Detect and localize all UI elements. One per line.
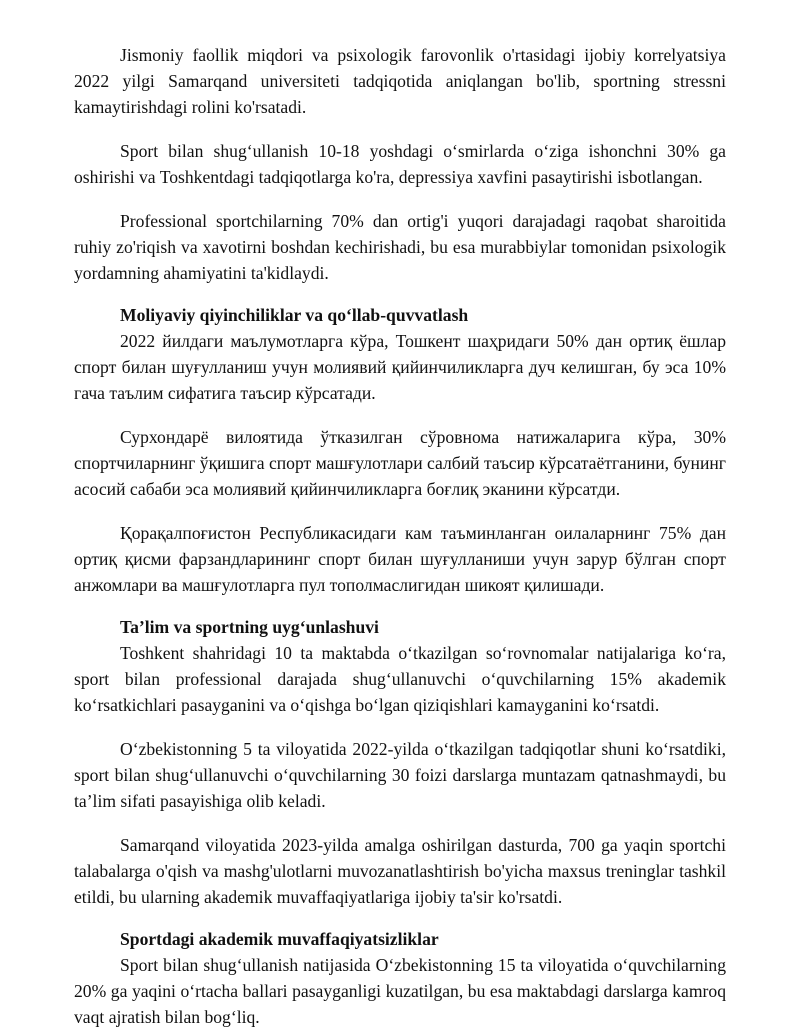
paragraph: Jismoniy faollik miqdori va psixologik farovonlik o'rtasidagi ijobiy korrelyatsiya 2022 yilgi Samarqand universiteti tadqiqotida aniqlangan bo'lib, sportning stressni kamaytirishdagi rolini ko'rsatadi.: [74, 45, 726, 117]
section-heading: Sportdagi akademik muvaffaqiyatsizliklar: [120, 929, 439, 949]
paragraph: Sport bilan shug‘ullanish natijasida O‘zbekistonning 15 ta viloyatida o‘quvchilarning 20% ga yaqini o‘rtacha ballari pasayganligi kuzatilgan, bu esa maktabdagi darslarga kamroq vaqt ajratish bilan bog‘liq.: [74, 955, 726, 1027]
paragraph: O‘zbekistonning 5 ta viloyatida 2022-yilda o‘tkazilgan tadqiqotlar shuni ko‘rsatdiki, sport bilan shug‘ullanuvchi o‘quvchilarning 30 foizi darslarga muntazam qatnashmaydi, bu ta’lim sifati pasayishiga olib keladi.: [74, 739, 726, 811]
section-heading: Moliyaviy qiyinchiliklar va qo‘llab-quvvatlash: [120, 305, 469, 325]
paragraph: Қорақалпоғистон Республикасидаги кам таъминланган оилаларнинг 75% дан ортиқ қисми фарзандларининг спорт билан шуғулланиши учун зарур бўлган спорт анжомлари ва машғулотларга пул тополмаслигидан шикоят қилишади.: [74, 523, 726, 595]
paragraph: Samarqand viloyatida 2023-yilda amalga oshirilgan dasturda, 700 ga yaqin sportchi talabalarga o'qish va mashg'ulotlarni muvozanatlashtirish bo'yicha maxsus treninglar tashkil etildi, bu ularning akademik muvaffaqiyatlariga ijobiy ta'sir ko'rsatdi.: [74, 835, 726, 907]
section-heading: Ta’lim va sportning uyg‘unlashuvi: [120, 617, 379, 637]
paragraph: Сурхондарё вилоятида ўтказилган сўровнома натижаларига кўра, 30% спортчиларнинг ўқишига спорт машғулотлари салбий таъсир кўрсатаётганини, бунинг асосий сабаби эса молиявий қийинчиликларга боғлиқ эканини кўрсатди.: [74, 427, 726, 499]
paragraph: Professional sportchilarning 70% dan ortig'i yuqori darajadagi raqobat sharoitida ruhiy zo'riqish va xavotirni boshdan kechirishadi, bu esa murabbiylar tomonidan psixologik yordamning ahamiyatini ta'kidlaydi.: [74, 211, 726, 283]
paragraph: 2022 йилдаги маълумотларга кўра, Тошкент шаҳридаги 50% дан ортиқ ёшлар спорт билан шуғулланиш учун молиявий қийинчиликларга дуч келишган, бу эса 10% гача таълим сифатига таъсир кўрсатади.: [74, 331, 726, 403]
document-page: [74, 42, 726, 1030]
paragraph: Sport bilan shug‘ullanish 10-18 yoshdagi o‘smirlarda o‘ziga ishonchni 30% ga oshirishi va Toshkentdagi tadqiqotlarga ko'ra, depressiya xavfini pasaytirishi isbotlangan.: [74, 141, 726, 187]
paragraph: Toshkent shahridagi 10 ta maktabda o‘tkazilgan so‘rovnomalar natijalariga ko‘ra, sport bilan professional darajada shug‘ullanuvchi o‘quvchilarning 15% akademik ko‘rsatkichlari pasayganini va o‘qishga bo‘lgan qiziqishlari kamayganini ko‘rsatdi.: [74, 643, 726, 715]
